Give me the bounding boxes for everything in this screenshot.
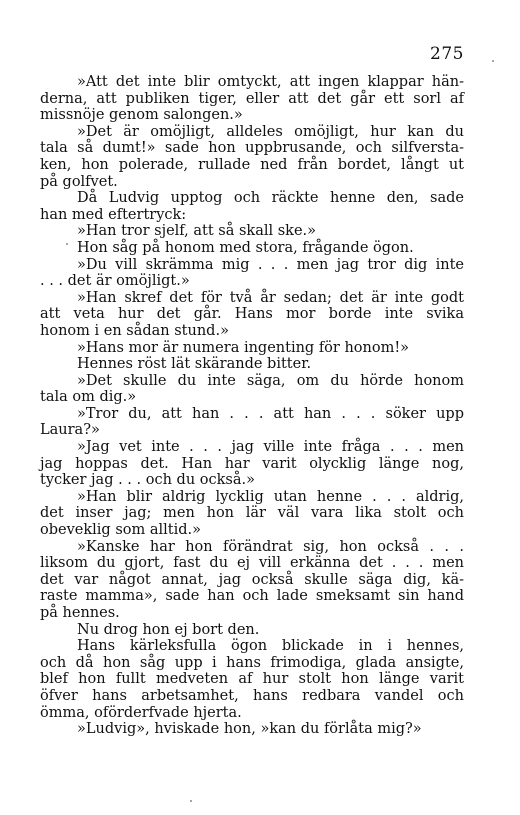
text-line: . . . det är omöjligt.» xyxy=(40,273,190,290)
text-line: Hon såg på honom med stora, frågande ögon. xyxy=(77,239,414,256)
print-speck xyxy=(492,60,494,62)
text-line: liksom du gjort, fast du ej vill erkänna det . . . men xyxy=(40,555,464,572)
text-line: Hennes röst lät skärande bitter. xyxy=(77,356,312,373)
text-line: »Han skref det för två år sedan; det är inte godt xyxy=(77,289,464,306)
text-line: öfver hans arbetsamhet, hans redbara vandel och xyxy=(40,687,464,704)
text-line: Nu drog hon ej bort den. xyxy=(77,621,260,638)
text-line: »Kanske har hon förändrat sig, hon också . . . xyxy=(77,538,464,555)
print-speck xyxy=(190,800,192,802)
text-line: honom i en sådan stund.» xyxy=(40,322,229,339)
text-line: tala så dumt!» sade hon uppbrusande, och silfversta- xyxy=(40,140,464,157)
text-line: Då Ludvig upptog och räckte henne den, sade xyxy=(77,190,464,207)
text-line: »Det är omöjligt, alldeles omöjligt, hur kan du xyxy=(77,123,464,140)
text-line: Hans kärleksfulla ögon blickade in i hennes, xyxy=(77,638,464,655)
text-line: blef hon fullt medveten af hur stolt hon länge varit xyxy=(40,671,464,688)
print-speck xyxy=(66,243,68,245)
text-line: Laura?» xyxy=(40,422,100,439)
text-line: missnöje genom salongen.» xyxy=(40,107,243,124)
text-line: »Hans mor är numera ingenting för honom!» xyxy=(77,339,410,356)
text-line: obeveklig som alltid.» xyxy=(40,522,201,539)
text-line: på hennes. xyxy=(40,605,120,621)
text-line: »Tror du, att han . . . att han . . . söker upp xyxy=(77,405,464,422)
text-line: raste mamma», sade han och lade smeksamt sin hand xyxy=(40,588,464,605)
page-text-body xyxy=(40,74,464,738)
text-line: »Det skulle du inte säga, om du hörde honom xyxy=(77,372,464,389)
text-line: han med eftertryck: xyxy=(40,206,187,223)
text-line: derna, att publiken tiger, eller att det går ett sorl af xyxy=(40,90,464,107)
text-line: tala om dig.» xyxy=(40,389,137,406)
text-line: det var något annat, jag också skulle säga dig, kä- xyxy=(40,571,464,588)
text-line: det inser jag; men hon lär väl vara lika stolt och xyxy=(40,505,464,522)
text-line: »Jag vet inte . . . jag ville inte fråga . . . men xyxy=(77,439,464,456)
text-line: ken, hon polerade, rullade ned från bordet, långt ut xyxy=(40,156,464,173)
text-line: »Ludvig», hviskade hon, »kan du förlåta mig?» xyxy=(77,721,422,738)
text-line: jag hoppas det. Han har varit olycklig länge nog, xyxy=(40,455,464,472)
text-line: på golfvet. xyxy=(40,173,118,190)
text-line: att veta hur det går. Hans mor borde inte svika xyxy=(40,306,464,323)
text-line: »Du vill skrämma mig . . . men jag tror dig inte xyxy=(77,256,464,273)
text-line: ömma, oförderfvade hjerta. xyxy=(40,704,242,721)
text-line: tycker jag . . . och du också.» xyxy=(40,472,255,489)
text-line: »Han blir aldrig lycklig utan henne . . . aldrig, xyxy=(77,488,464,505)
text-line: »Han tror sjelf, att så skall ske.» xyxy=(77,223,317,240)
text-line: »Att det inte blir omtyckt, att ingen klappar hän- xyxy=(77,74,464,90)
text-line: och då hon såg upp i hans frimodiga, glada ansigte, xyxy=(40,654,464,671)
page-number: 275 xyxy=(430,44,464,64)
